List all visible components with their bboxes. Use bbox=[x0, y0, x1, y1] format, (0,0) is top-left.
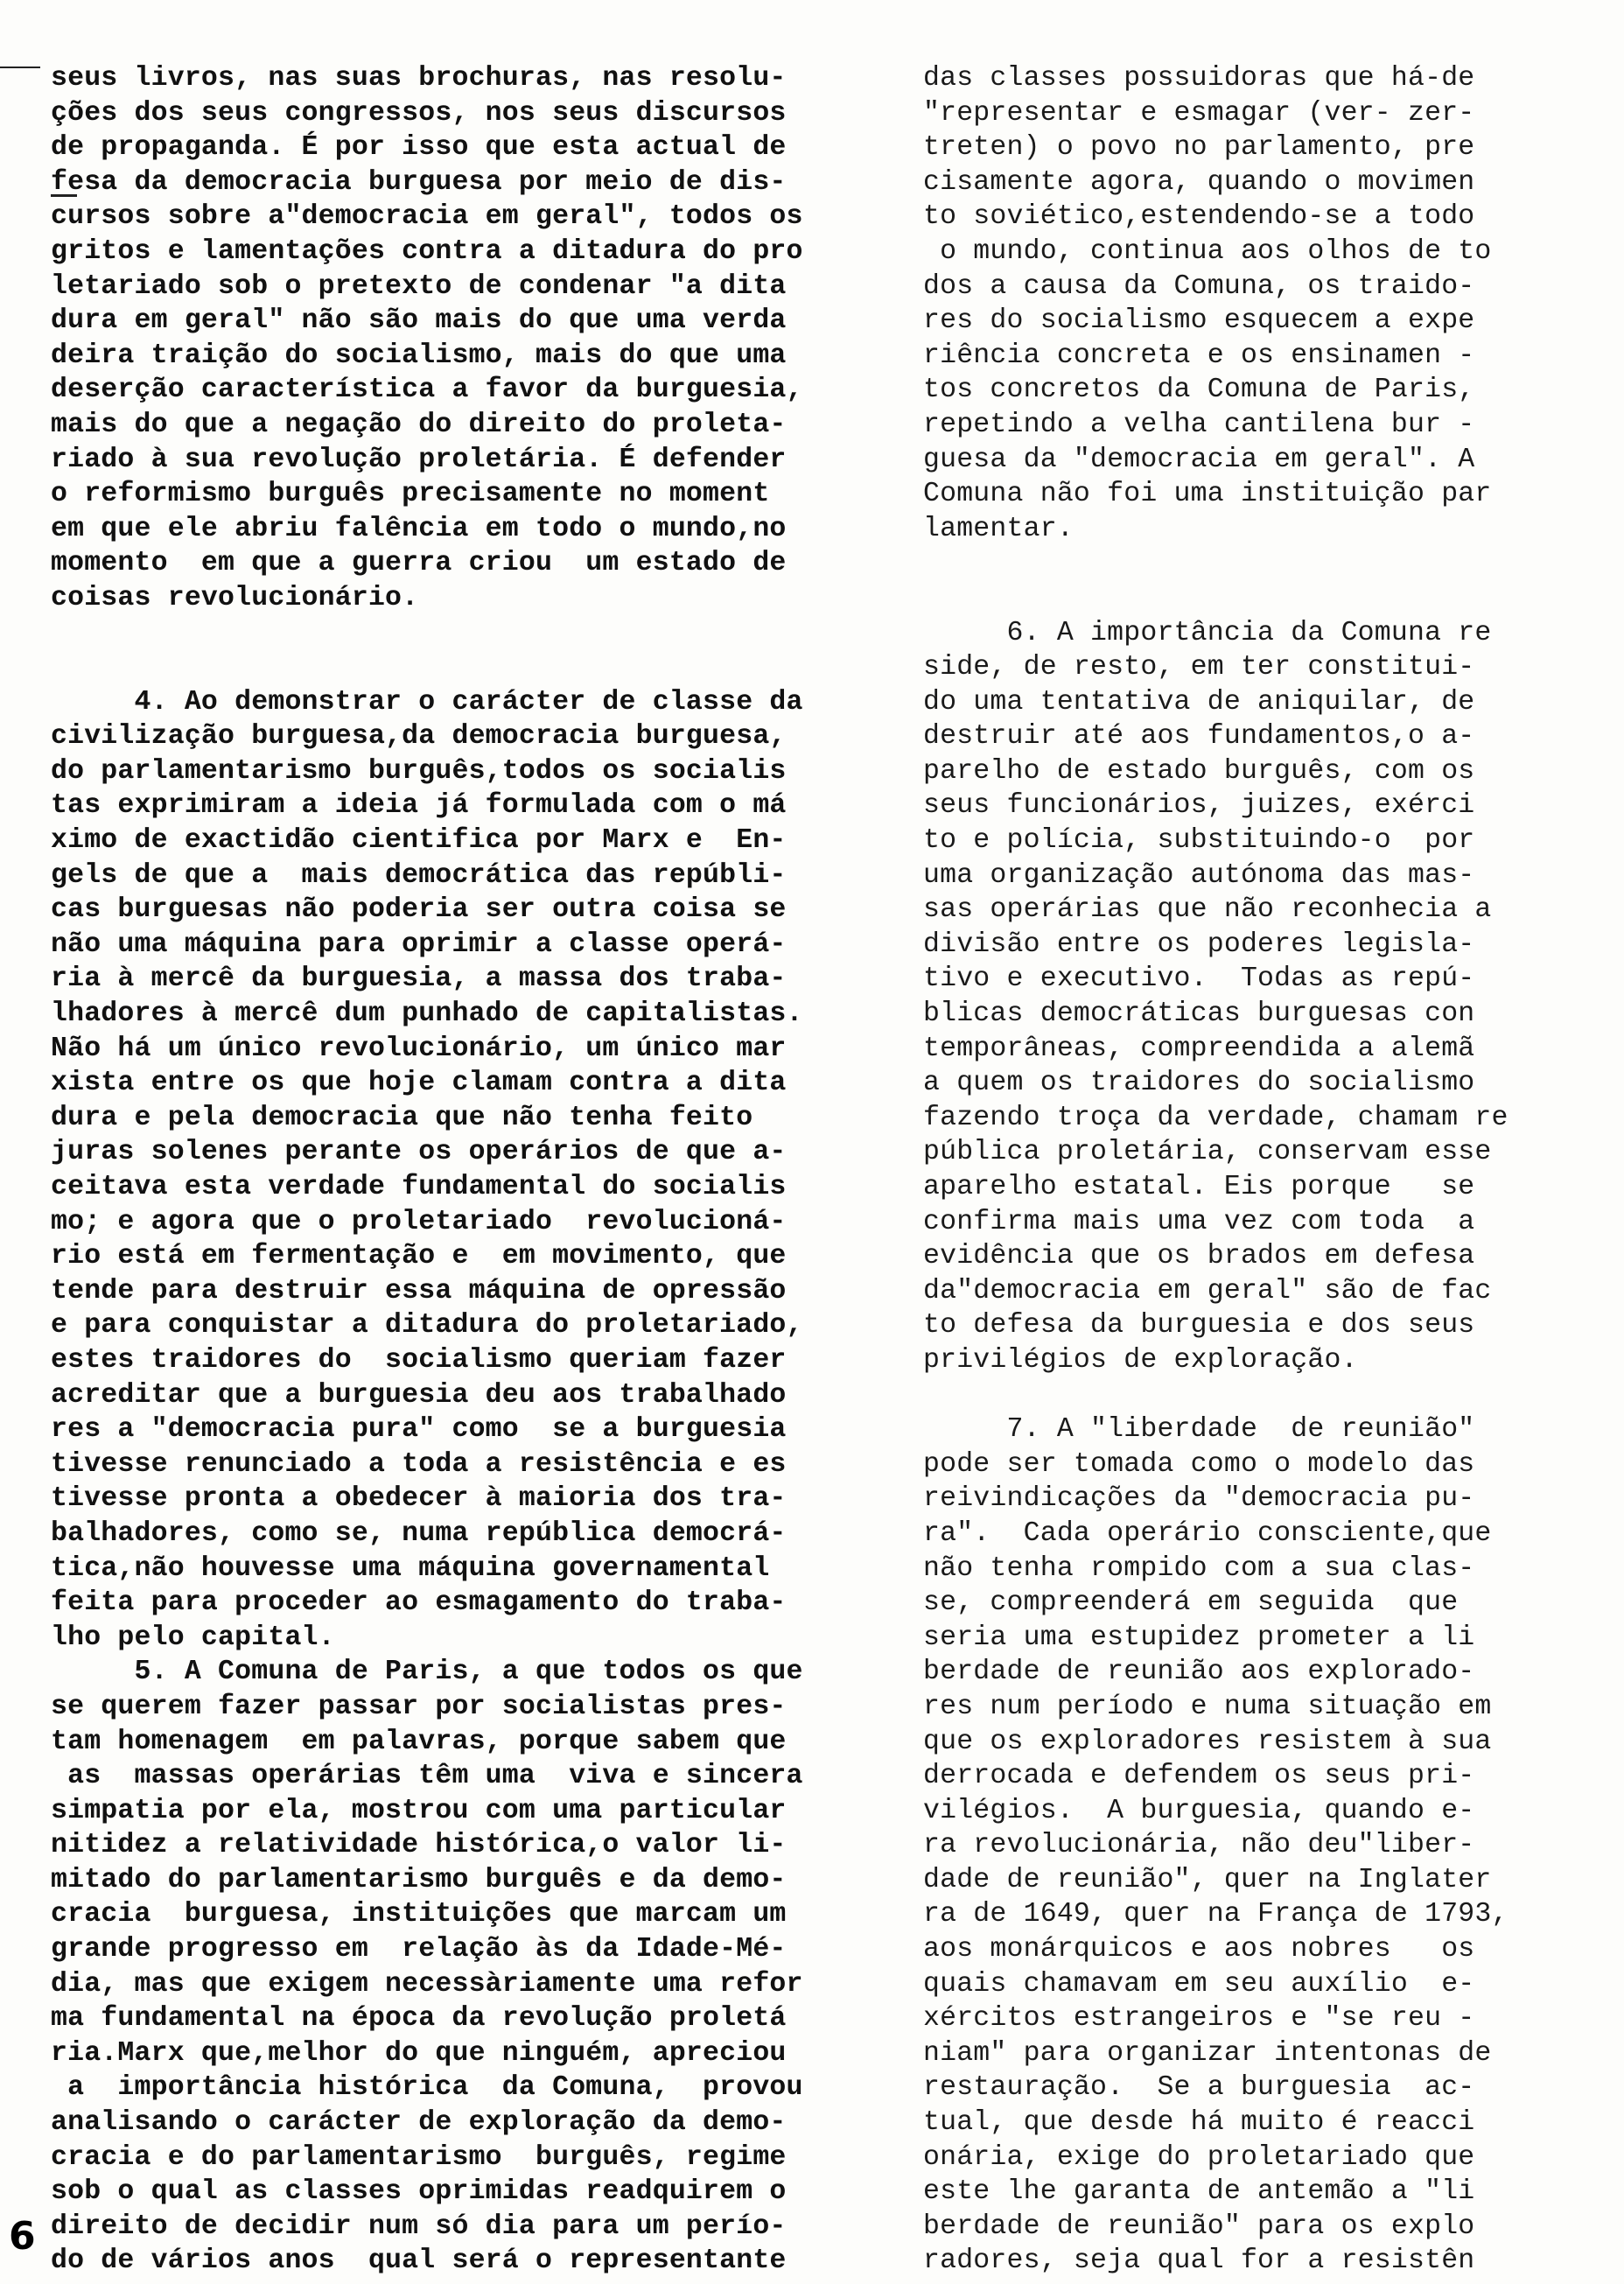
left-line: ria à mercê da burguesia, a massa dos traba- bbox=[51, 963, 787, 995]
right-line bbox=[923, 1378, 1588, 1413]
left-line: simpatia por ela, mostrou com uma particular bbox=[51, 1795, 787, 1826]
left-line: ma fundamental na época da revolução proletá bbox=[51, 2003, 787, 2035]
left-line: a importância histórica da Comuna, provou bbox=[51, 2072, 803, 2104]
left-line: em que ele abriu falência em todo o mundo,no bbox=[51, 513, 787, 544]
left-line: do parlamentarismo burguês,todos os socialis bbox=[51, 755, 787, 787]
left-line: gels de que a mais democrática das repúbli- bbox=[51, 859, 787, 891]
left-line bbox=[51, 616, 891, 651]
scan-mark-top-left bbox=[0, 67, 40, 68]
right-line: evidência que os brados em defesa bbox=[923, 1241, 1475, 1272]
right-line: quais chamavam em seu auxílio e- bbox=[923, 1968, 1475, 2000]
right-line: berdade de reunião" para os explo bbox=[923, 2210, 1475, 2242]
right-line: fazendo troça da verdade, chamam re bbox=[923, 1102, 1508, 1133]
left-line: mo; e agora que o proletariado revolucioná- bbox=[51, 1206, 787, 1237]
left-line: de propaganda. É por isso que esta actual de bbox=[51, 132, 787, 164]
left-line: mais do que a negação do direito do proleta- bbox=[51, 409, 787, 440]
right-line: ra". Cada operário consciente,que bbox=[923, 1517, 1492, 1549]
left-line: 4. Ao demonstrar o carácter de classe da bbox=[51, 686, 803, 718]
right-line: tivo e executivo. Todas as repú- bbox=[923, 963, 1475, 995]
left-line: mitado do parlamentarismo burguês e da demo- bbox=[51, 1864, 787, 1895]
right-column bbox=[923, 61, 1588, 2279]
right-line: dade de reunião", quer na Inglater bbox=[923, 1864, 1492, 1895]
left-line: deira traição do socialismo, mais do que uma bbox=[51, 340, 787, 371]
left-line: rio está em fermentação e em movimento, que bbox=[51, 1241, 787, 1272]
right-line: lamentar. bbox=[923, 513, 1074, 544]
left-line: as massas operárias têm uma viva e sincera bbox=[51, 1761, 803, 1792]
left-line: estes traidores do socialismo queriam fazer bbox=[51, 1344, 787, 1376]
right-line: niam" para organizar intentonas de bbox=[923, 2037, 1492, 2069]
left-line: do de vários anos qual será o representante bbox=[51, 2245, 787, 2277]
right-line: das classes possuidoras que há-de bbox=[923, 63, 1475, 94]
right-line: pública proletária, conservam esse bbox=[923, 1137, 1492, 1168]
left-line: lho pelo capital. bbox=[51, 1622, 335, 1653]
right-line: que os exploradores resistem à sua bbox=[923, 1726, 1492, 1757]
right-line: aos monárquicos e aos nobres os bbox=[923, 1934, 1475, 1965]
right-line: cisamente agora, quando o movimen bbox=[923, 166, 1475, 198]
left-line: ximo de exactidão cientifica por Marx e En- bbox=[51, 825, 787, 857]
left-line: acreditar que a burguesia deu aos trabalhado bbox=[51, 1379, 787, 1411]
right-line: 7. A "liberdade de reunião" bbox=[923, 1414, 1475, 1446]
right-line: guesa da "democracia em geral". A bbox=[923, 444, 1475, 475]
left-line: riado à sua revolução proletária. É defender bbox=[51, 444, 787, 475]
right-line: do uma tentativa de aniquilar, de bbox=[923, 686, 1475, 718]
left-line: cursos sobre a"democracia em geral", todos os bbox=[51, 201, 803, 233]
left-line: o reformismo burguês precisamente no moment bbox=[51, 479, 770, 510]
left-line: 5. A Comuna de Paris, a que todos os que bbox=[51, 1657, 803, 1688]
right-line: aparelho estatal. Eis porque se bbox=[923, 1172, 1475, 1202]
left-line: Não há um único revolucionário, um único mar bbox=[51, 1033, 787, 1064]
right-line: side, de resto, em ter constitui- bbox=[923, 652, 1475, 683]
right-line: seria uma estupidez prometer a li bbox=[923, 1622, 1475, 1653]
left-line: cas burguesas não poderia ser outra coisa se bbox=[51, 894, 787, 926]
right-line: da"democracia em geral" são de fac bbox=[923, 1275, 1492, 1307]
right-line: vilégios. A burguesia, quando e- bbox=[923, 1795, 1475, 1826]
left-line: tivesse pronta a obedecer à maioria dos tra- bbox=[51, 1483, 787, 1515]
right-line: onária, exige do proletariado que bbox=[923, 2141, 1475, 2173]
left-line: xista entre os que hoje clamam contra a dita bbox=[51, 1068, 787, 1099]
left-column bbox=[51, 61, 891, 2279]
right-line: se, compreenderá em seguida que bbox=[923, 1587, 1459, 1619]
left-line: deserção característica a favor da burguesia, bbox=[51, 375, 803, 406]
right-line: treten) o povo no parlamento, pre bbox=[923, 132, 1475, 164]
left-line: res a "democracia pura" como se a burguesia bbox=[51, 1414, 787, 1446]
right-line: seus funcionários, juizes, exérci bbox=[923, 790, 1475, 822]
left-line: momento em que a guerra criou um estado de bbox=[51, 548, 787, 579]
left-line: sob o qual as classes oprimidas readquirem o bbox=[51, 2176, 787, 2208]
right-line: repetindo a velha cantilena bur - bbox=[923, 409, 1475, 440]
left-line: e para conquistar a ditadura do proletariado, bbox=[51, 1310, 803, 1342]
right-line: confirma mais uma vez com toda a bbox=[923, 1206, 1475, 1237]
right-line: radores, seja qual for a resistên bbox=[923, 2245, 1475, 2277]
right-line: "representar e esmagar (ver- zer- bbox=[923, 97, 1475, 129]
left-line: se querem fazer passar por socialistas pres- bbox=[51, 1691, 787, 1722]
right-line: blicas democráticas burguesas con bbox=[923, 998, 1475, 1030]
right-line: destruir até aos fundamentos,o a- bbox=[923, 721, 1475, 753]
left-line: analisando o carácter de exploração da demo- bbox=[51, 2107, 787, 2139]
left-line: gritos e lamentações contra a ditadura do pro bbox=[51, 235, 803, 267]
right-line: sas operárias que não reconhecia a bbox=[923, 894, 1492, 926]
left-line: dia, mas que exigem necessàriamente uma refor bbox=[51, 1968, 803, 2000]
right-line: riência concreta e os ensinamen - bbox=[923, 340, 1475, 371]
right-line: to defesa da burguesia e dos seus bbox=[923, 1310, 1475, 1342]
right-line: temporâneas, compreendida a alemã bbox=[923, 1033, 1475, 1064]
left-line: letariado sob o pretexto de condenar "a dita bbox=[51, 270, 787, 302]
right-line: tual, que desde há muito é reacci bbox=[923, 2107, 1475, 2139]
left-line: tica,não houvesse uma máquina governamental bbox=[51, 1552, 770, 1584]
left-line: grande progresso em relação às da Idade-Mé- bbox=[51, 1934, 787, 1965]
right-line: berdade de reunião aos explorado- bbox=[923, 1657, 1475, 1688]
left-line: ceitava esta verdade fundamental do socialis bbox=[51, 1172, 787, 1202]
right-line: tos concretos da Comuna de Paris, bbox=[923, 375, 1475, 406]
right-line: reivindicações da "democracia pu- bbox=[923, 1483, 1475, 1515]
left-line: balhadores, como se, numa república democrá- bbox=[51, 1517, 787, 1549]
right-line: dos a causa da Comuna, os traido- bbox=[923, 270, 1475, 302]
left-line: tam homenagem em palavras, porque sabem que bbox=[51, 1726, 787, 1757]
right-line: res num período e numa situação em bbox=[923, 1691, 1492, 1722]
left-line: juras solenes perante os operários de que a- bbox=[51, 1137, 787, 1168]
right-line: uma organização autónoma das mas- bbox=[923, 859, 1475, 891]
left-line: ria.Marx que,melhor do que ninguém, apreciou bbox=[51, 2037, 787, 2069]
right-line: a quem os traidores do socialismo bbox=[923, 1068, 1475, 1099]
left-line: tende para destruir essa máquina de opressão bbox=[51, 1275, 787, 1307]
right-line: divisão entre os poderes legisla- bbox=[923, 928, 1475, 960]
right-line: to e polícia, substituindo-o por bbox=[923, 825, 1475, 857]
left-line: seus livros, nas suas brochuras, nas resolu- bbox=[51, 63, 787, 94]
left-line: coisas revolucionário. bbox=[51, 582, 419, 613]
right-line: o mundo, continua aos olhos de to bbox=[923, 235, 1492, 267]
right-line: ra revolucionária, não deu"liber- bbox=[923, 1830, 1475, 1861]
right-line: res do socialismo esquecem a expe bbox=[923, 305, 1475, 337]
right-line: não tenha rompido com a sua clas- bbox=[923, 1552, 1475, 1584]
left-line: cracia burguesa, instituições que marcam um bbox=[51, 1899, 787, 1930]
right-line: derrocada e defendem os seus pri- bbox=[923, 1761, 1475, 1792]
left-line: tas exprimiram a ideia já formulada com o má bbox=[51, 790, 787, 822]
left-line: civilização burguesa,da democracia burguesa, bbox=[51, 721, 787, 753]
right-line bbox=[923, 581, 1588, 616]
right-line bbox=[923, 546, 1588, 581]
left-line: nitidez a relatividade histórica,o valor li- bbox=[51, 1830, 787, 1861]
page-number: 6 bbox=[9, 2214, 36, 2259]
right-line: restauração. Se a burguesia ac- bbox=[923, 2072, 1475, 2104]
left-line: ções dos seus congressos, nos seus discursos bbox=[51, 97, 787, 129]
left-line: dura e pela democracia que não tenha feito bbox=[51, 1102, 753, 1133]
right-line: xércitos estrangeiros e "se reu - bbox=[923, 2003, 1475, 2035]
left-line bbox=[51, 650, 891, 685]
left-line: feita para proceder ao esmagamento do traba- bbox=[51, 1587, 787, 1619]
left-line: dura em geral" não são mais do que uma verda bbox=[51, 305, 787, 337]
left-line: fesa da democracia burguesa por meio de dis- bbox=[51, 166, 787, 198]
right-line: Comuna não foi uma instituição par bbox=[923, 479, 1492, 510]
left-line: tivesse renunciado a toda a resistência e es bbox=[51, 1448, 787, 1480]
right-line: este lhe garanta de antemão a "li bbox=[923, 2176, 1475, 2208]
right-line: to soviético,estendendo-se a todo bbox=[923, 201, 1475, 233]
right-line: ra de 1649, quer na França de 1793, bbox=[923, 1899, 1508, 1930]
left-line: direito de decidir num só dia para um perío- bbox=[51, 2210, 787, 2242]
right-line: parelho de estado burguês, com os bbox=[923, 755, 1475, 787]
right-line: privilégios de exploração. bbox=[923, 1344, 1358, 1376]
left-line: lhadores à mercê dum punhado de capitalistas. bbox=[51, 998, 803, 1030]
right-line: 6. A importância da Comuna re bbox=[923, 617, 1492, 648]
left-line: não uma máquina para oprimir a classe operá- bbox=[51, 928, 787, 960]
left-line: cracia e do parlamentarismo burguês, regime bbox=[51, 2141, 787, 2173]
right-line: pode ser tomada como o modelo das bbox=[923, 1448, 1475, 1480]
